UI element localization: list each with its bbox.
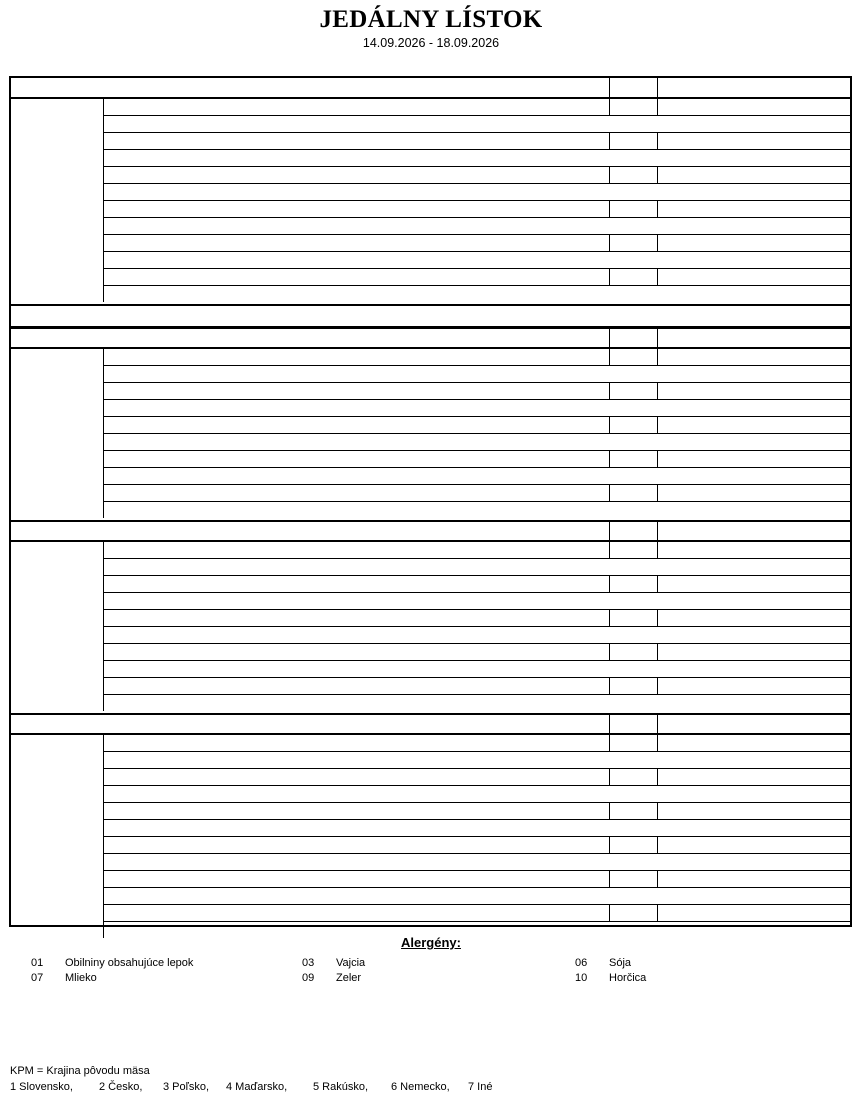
table-rule [609, 768, 610, 785]
table-rule [609, 234, 610, 251]
table-rule [657, 734, 658, 751]
menu-table [9, 76, 852, 927]
table-rule [103, 399, 850, 400]
table-rule [11, 520, 850, 522]
table-rule [103, 768, 850, 769]
table-rule [103, 575, 850, 576]
table-rule [657, 643, 658, 660]
table-rule [609, 904, 610, 921]
table-rule [609, 416, 610, 433]
allergen-code: 01 [31, 957, 44, 969]
table-rule [103, 751, 850, 752]
table-rule [657, 904, 658, 921]
table-rule [609, 348, 610, 365]
allergen-code: 10 [575, 972, 588, 984]
table-rule [609, 734, 610, 751]
table-rule [103, 251, 850, 252]
allergen-name: Vajcia [336, 957, 366, 969]
kpm-note: KPM = Krajina pôvodu mäsa [10, 1065, 150, 1077]
table-rule [103, 558, 850, 559]
table-rule [103, 132, 850, 133]
table-rule [103, 887, 850, 888]
table-rule [657, 328, 658, 348]
table-rule [103, 626, 850, 627]
table-rule [657, 268, 658, 285]
allergen-code: 07 [31, 972, 44, 984]
country-item: 1 Slovensko, [10, 1081, 73, 1093]
table-rule [657, 416, 658, 433]
table-rule [657, 521, 658, 541]
table-rule [609, 714, 610, 734]
table-rule [103, 677, 850, 678]
table-rule [657, 714, 658, 734]
table-rule [103, 348, 104, 518]
table-rule [103, 166, 850, 167]
table-rule [657, 78, 658, 98]
table-rule [11, 540, 850, 542]
table-rule [103, 217, 850, 218]
table-rule [103, 802, 850, 803]
allergen-name: Sója [609, 957, 632, 969]
allergen-code: 09 [302, 972, 315, 984]
table-rule [657, 200, 658, 217]
table-rule [657, 234, 658, 251]
table-rule [609, 268, 610, 285]
table-rule [657, 541, 658, 558]
table-rule [609, 98, 610, 115]
table-rule [657, 98, 658, 115]
table-rule [103, 234, 850, 235]
table-rule [609, 575, 610, 592]
table-rule [657, 348, 658, 365]
table-rule [103, 416, 850, 417]
table-rule [609, 450, 610, 467]
table-rule [103, 836, 850, 837]
table-rule [103, 467, 850, 468]
table-rule [103, 115, 850, 116]
allergen-name: Zeler [336, 972, 362, 984]
table-rule [609, 132, 610, 149]
table-rule [103, 285, 850, 286]
table-rule [657, 677, 658, 694]
country-item: 5 Rakúsko, [313, 1081, 369, 1093]
table-rule [657, 132, 658, 149]
country-item: 3 Poľsko, [163, 1081, 210, 1093]
table-rule [609, 484, 610, 501]
table-rule [609, 802, 610, 819]
table-rule [609, 200, 610, 217]
page-title: JEDÁLNY LÍSTOK [319, 6, 543, 33]
table-rule [609, 870, 610, 887]
country-item: 2 Česko, [99, 1081, 143, 1093]
table-rule [103, 501, 850, 502]
table-rule [11, 733, 850, 735]
table-rule [103, 268, 850, 269]
table-rule [103, 870, 850, 871]
table-rule [609, 677, 610, 694]
table-rule [609, 836, 610, 853]
country-item: 6 Nemecko, [391, 1081, 450, 1093]
table-rule [103, 694, 850, 695]
table-rule [103, 183, 850, 184]
table-rule [609, 521, 610, 541]
table-rule [657, 836, 658, 853]
table-rule [657, 382, 658, 399]
table-rule [657, 768, 658, 785]
table-rule [103, 660, 850, 661]
table-rule [657, 575, 658, 592]
table-rule [103, 609, 850, 610]
country-item: 4 Maďarsko, [226, 1081, 288, 1093]
table-rule [609, 382, 610, 399]
allergen-legend-title: Alergény: [401, 935, 461, 950]
table-rule [103, 592, 850, 593]
table-rule [609, 643, 610, 660]
country-item: 7 Iné [468, 1081, 493, 1093]
table-rule [11, 97, 850, 99]
table-rule [11, 304, 850, 306]
table-rule [609, 609, 610, 626]
table-rule [609, 78, 610, 98]
table-rule [657, 484, 658, 501]
date-range: 14.09.2026 - 18.09.2026 [362, 36, 500, 50]
table-rule [103, 785, 850, 786]
table-rule [103, 149, 850, 150]
table-rule [103, 365, 850, 366]
table-rule [103, 382, 850, 383]
table-rule [657, 609, 658, 626]
table-rule [11, 327, 850, 329]
allergen-name: Horčica [609, 972, 647, 984]
allergen-name: Obilniny obsahujúce lepok [65, 957, 194, 969]
allergen-code: 03 [302, 957, 315, 969]
table-rule [657, 450, 658, 467]
table-rule [657, 802, 658, 819]
table-rule [103, 853, 850, 854]
table-rule [103, 734, 104, 938]
table-rule [657, 870, 658, 887]
table-rule [103, 643, 850, 644]
table-rule [103, 921, 850, 922]
table-rule [103, 98, 104, 302]
table-rule [103, 819, 850, 820]
allergen-name: Mlieko [65, 972, 97, 984]
table-rule [657, 166, 658, 183]
table-rule [609, 328, 610, 348]
table-rule [103, 450, 850, 451]
table-rule [609, 166, 610, 183]
table-rule [103, 484, 850, 485]
allergen-code: 06 [575, 957, 588, 969]
table-rule [103, 200, 850, 201]
table-rule [609, 541, 610, 558]
table-rule [103, 433, 850, 434]
table-rule [11, 347, 850, 349]
table-rule [103, 541, 104, 711]
table-rule [11, 713, 850, 715]
table-rule [103, 904, 850, 905]
